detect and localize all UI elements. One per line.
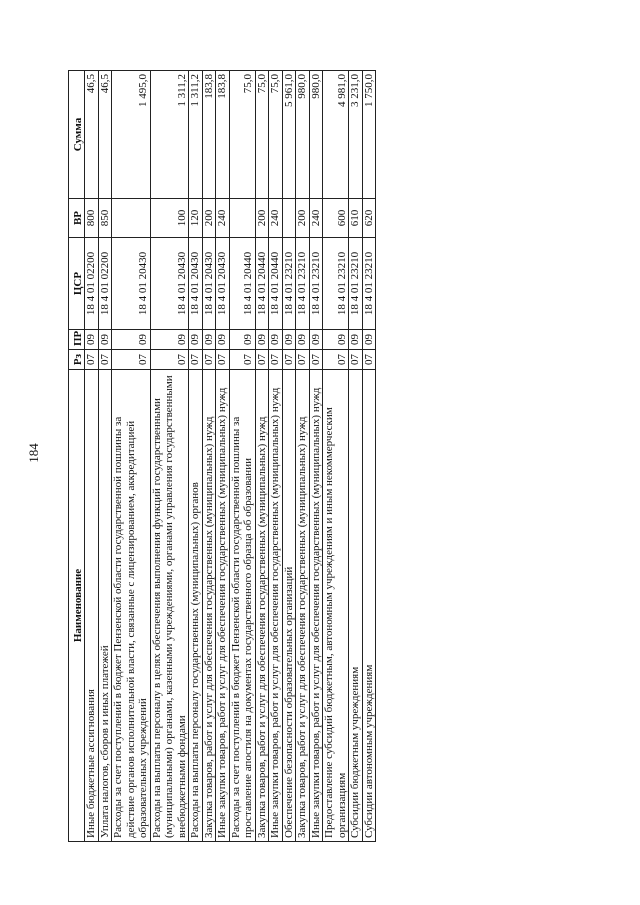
- cell-csr: 18 4 01 20440: [255, 238, 269, 330]
- header-csr: ЦСР: [69, 238, 85, 330]
- cell-rz: 07: [216, 350, 230, 370]
- cell-rz: 07: [296, 350, 310, 370]
- cell-pr: 09: [150, 330, 189, 350]
- cell-csr: 18 4 01 02200: [85, 238, 99, 330]
- cell-sum: 75,0: [269, 71, 283, 199]
- cell-rz: 07: [85, 350, 99, 370]
- table-row: [323, 71, 349, 842]
- cell-vr: 120: [189, 199, 203, 238]
- table-row: [202, 71, 216, 842]
- header-pr: ПР: [69, 330, 85, 350]
- cell-pr: 09: [85, 330, 99, 350]
- cell-vr: 240: [309, 199, 323, 238]
- rotated-table-container: [68, 71, 583, 842]
- cell-rz: 07: [98, 350, 112, 370]
- cell-pr: 09: [229, 330, 255, 350]
- cell-sum: 183,8: [202, 71, 216, 199]
- table-row: [229, 71, 255, 842]
- cell-rz: 07: [269, 350, 283, 370]
- cell-name: Закупка товаров, работ и услуг для обеспечения государственных (муниципальных) нужд: [255, 370, 269, 842]
- table-row: [112, 71, 151, 842]
- cell-sum: 3 231,0: [349, 71, 363, 199]
- cell-vr: [229, 199, 255, 238]
- cell-vr: 200: [296, 199, 310, 238]
- cell-name: Уплата налогов, сборов и иных платежей: [98, 370, 112, 842]
- cell-csr: 18 4 01 23210: [309, 238, 323, 330]
- cell-csr: 18 4 01 23210: [296, 238, 310, 330]
- cell-pr: 09: [216, 330, 230, 350]
- cell-name: Расходы на выплаты персоналу в целях обеспечения выполнения функций государственными (муниципальными) органами, казенными учреждениями, органами управления государственными внебюджетными фондами: [150, 370, 189, 842]
- cell-csr: 18 4 01 20430: [202, 238, 216, 330]
- cell-sum: 4 981,0: [323, 71, 349, 199]
- cell-pr: 09: [362, 330, 376, 350]
- cell-name: Расходы за счет поступлений в бюджет Пензенской области государственной пошлины за проставление апостиля на документах государственного образца об образовании: [229, 370, 255, 842]
- cell-sum: 1 311,2: [150, 71, 189, 199]
- table-row: [269, 71, 283, 842]
- cell-vr: 610: [349, 199, 363, 238]
- cell-sum: 46,5: [85, 71, 99, 199]
- cell-csr: 18 4 01 20440: [229, 238, 255, 330]
- cell-name: Обеспечение безопасности образовательных организаций: [282, 370, 296, 842]
- cell-pr: 09: [282, 330, 296, 350]
- cell-name: Закупка товаров, работ и услуг для обеспечения государственных (муниципальных) нужд: [296, 370, 310, 842]
- cell-name: Закупка товаров, работ и услуг для обеспечения государственных (муниципальных) нужд: [202, 370, 216, 842]
- cell-rz: 07: [255, 350, 269, 370]
- cell-sum: 1 495,0: [112, 71, 151, 199]
- cell-sum: 75,0: [255, 71, 269, 199]
- cell-rz: 07: [202, 350, 216, 370]
- table-row: [85, 71, 99, 842]
- cell-rz: 07: [323, 350, 349, 370]
- cell-name: Расходы за счет поступлений в бюджет Пензенской области государственной пошлины за действие органов исполнительной власти, связанные с лицензированием, аккредитацией образовательных учреждений: [112, 370, 151, 842]
- header-name: Наименование: [69, 370, 85, 842]
- cell-vr: [112, 199, 151, 238]
- cell-vr: 800: [85, 199, 99, 238]
- cell-pr: 09: [189, 330, 203, 350]
- cell-pr: 09: [202, 330, 216, 350]
- cell-vr: 240: [216, 199, 230, 238]
- cell-name: Субсидии бюджетным учреждениям: [349, 370, 363, 842]
- table-row: [296, 71, 310, 842]
- cell-sum: 1 750,0: [362, 71, 376, 199]
- table-row: [255, 71, 269, 842]
- cell-sum: 980,0: [309, 71, 323, 199]
- table-row: [216, 71, 230, 842]
- table-row: [349, 71, 363, 842]
- cell-sum: 1 311,2: [189, 71, 203, 199]
- cell-pr: 09: [323, 330, 349, 350]
- cell-pr: 09: [255, 330, 269, 350]
- cell-csr: 18 4 01 23210: [362, 238, 376, 330]
- cell-csr: 18 4 01 20430: [189, 238, 203, 330]
- header-sum: Сумма: [69, 71, 85, 199]
- table-row: [150, 71, 189, 842]
- cell-csr: 18 4 01 02200: [98, 238, 112, 330]
- cell-pr: 09: [349, 330, 363, 350]
- cell-name: Иные бюджетные ассигнования: [85, 370, 99, 842]
- table-body: [85, 71, 376, 842]
- cell-name: Иные закупки товаров, работ и услуг для обеспечения государственных (муниципальных) нужд: [309, 370, 323, 842]
- cell-pr: 09: [112, 330, 151, 350]
- cell-csr: 18 4 01 20430: [112, 238, 151, 330]
- cell-rz: 07: [189, 350, 203, 370]
- cell-sum: 46,5: [98, 71, 112, 199]
- cell-sum: 75,0: [229, 71, 255, 199]
- cell-rz: 07: [229, 350, 255, 370]
- table-row: [282, 71, 296, 842]
- cell-sum: 183,8: [216, 71, 230, 199]
- table-row: [309, 71, 323, 842]
- cell-vr: 200: [202, 199, 216, 238]
- cell-vr: 100: [150, 199, 189, 238]
- cell-rz: 07: [309, 350, 323, 370]
- cell-rz: 07: [349, 350, 363, 370]
- cell-pr: 09: [309, 330, 323, 350]
- budget-table: [68, 70, 376, 842]
- cell-pr: 09: [269, 330, 283, 350]
- cell-csr: 18 4 01 20430: [216, 238, 230, 330]
- cell-name: Иные закупки товаров, работ и услуг для обеспечения государственных (муниципальных) нужд: [269, 370, 283, 842]
- cell-pr: 09: [296, 330, 310, 350]
- cell-name: Расходы на выплаты персоналу государственных (муниципальных) органов: [189, 370, 203, 842]
- cell-name: Предоставление субсидий бюджетным, автономным учреждениям и иным некоммерческим организациям: [323, 370, 349, 842]
- cell-rz: 07: [362, 350, 376, 370]
- page-number: 184: [26, 443, 41, 463]
- cell-sum: 980,0: [296, 71, 310, 199]
- cell-vr: [282, 199, 296, 238]
- cell-vr: 240: [269, 199, 283, 238]
- cell-vr: 600: [323, 199, 349, 238]
- cell-csr: 18 4 01 23210: [349, 238, 363, 330]
- header-rz: Рз: [69, 350, 85, 370]
- cell-sum: 5 961,0: [282, 71, 296, 199]
- cell-csr: 18 4 01 20430: [150, 238, 189, 330]
- cell-rz: 07: [112, 350, 151, 370]
- cell-csr: 18 4 01 23210: [282, 238, 296, 330]
- table-row: [98, 71, 112, 842]
- cell-name: Субсидии автономным учреждениям: [362, 370, 376, 842]
- cell-csr: 18 4 01 23210: [323, 238, 349, 330]
- cell-pr: 09: [98, 330, 112, 350]
- cell-vr: 200: [255, 199, 269, 238]
- cell-vr: 850: [98, 199, 112, 238]
- cell-name: Иные закупки товаров, работ и услуг для обеспечения государственных (муниципальных) нужд: [216, 370, 230, 842]
- cell-rz: 07: [150, 350, 189, 370]
- header-vr: ВР: [69, 199, 85, 238]
- table-row: [189, 71, 203, 842]
- table-row: [362, 71, 376, 842]
- table-header-row: [69, 71, 85, 842]
- cell-rz: 07: [282, 350, 296, 370]
- cell-csr: 18 4 01 20440: [269, 238, 283, 330]
- cell-vr: 620: [362, 199, 376, 238]
